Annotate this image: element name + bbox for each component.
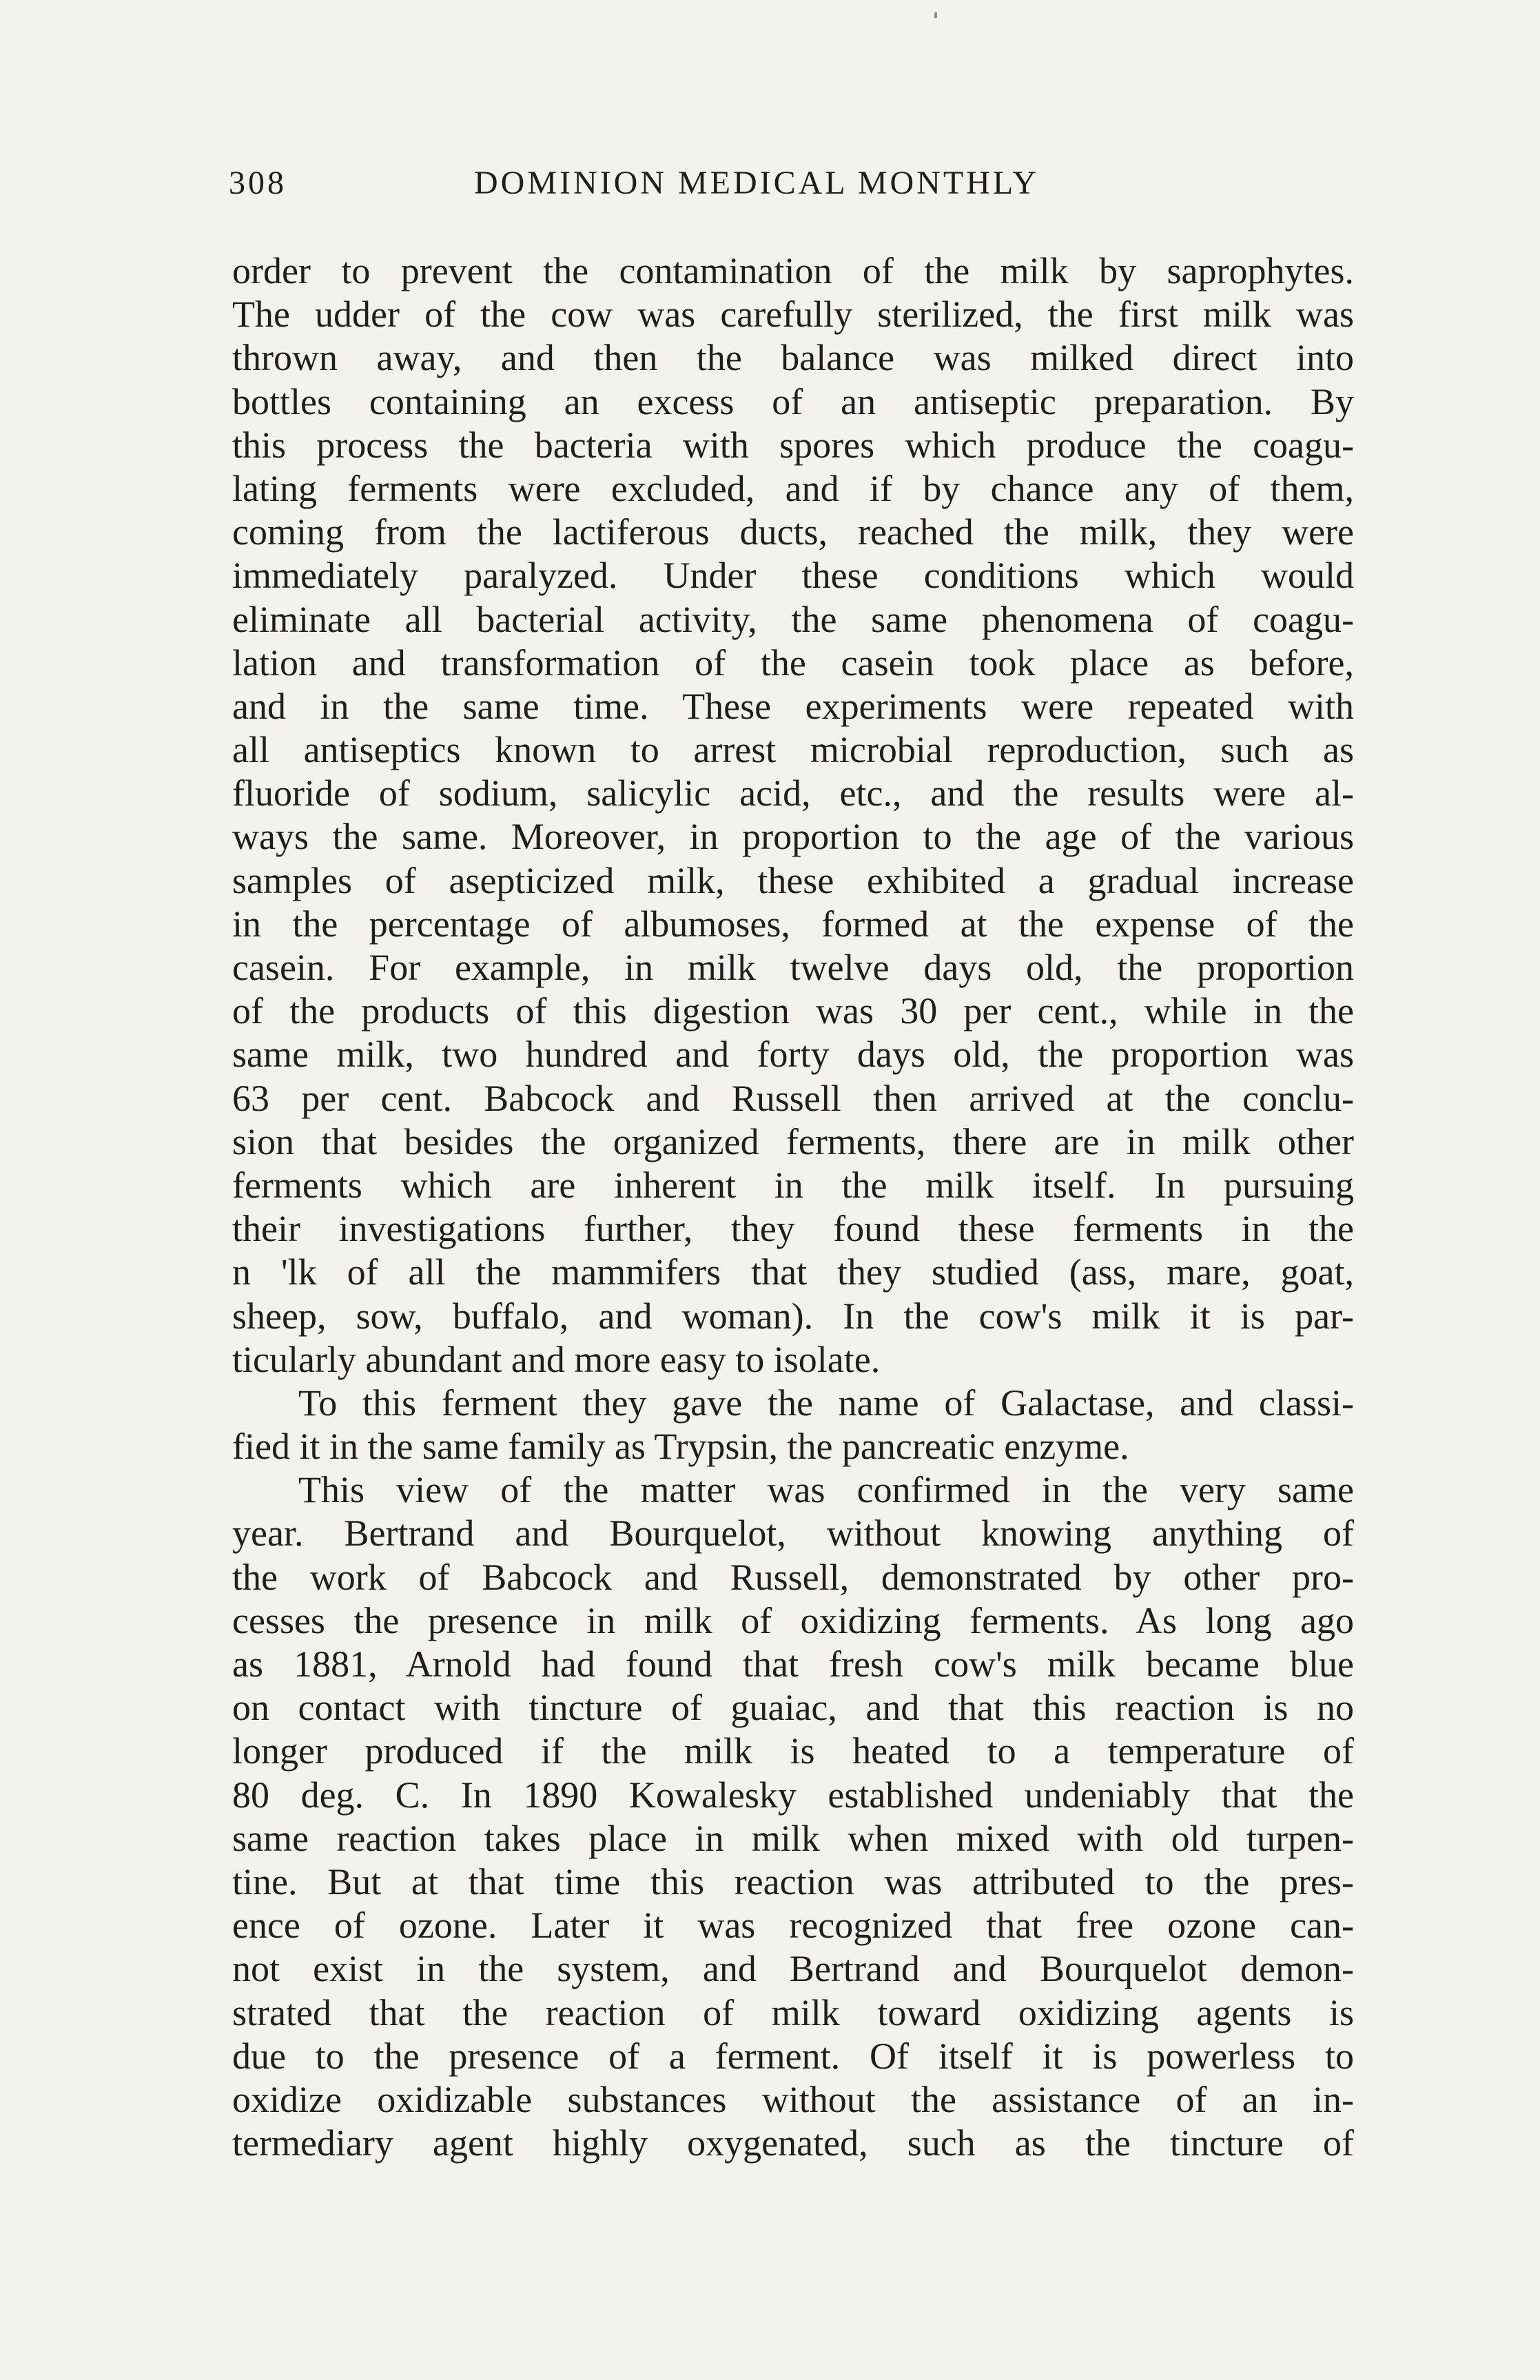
text-line: in the percentage of albumoses, formed at the expense of the [232,903,1354,945]
text-line: as 1881, Arnold had found that fresh cow's milk became blue [232,1643,1354,1685]
text-line: casein. For example, in milk twelve days old, the proportion [232,947,1354,988]
text-line: same milk, two hundred and forty days old, the proportion was [232,1034,1354,1076]
text-line: sheep, sow, buffalo, and woman). In the cow's milk it is par- [232,1295,1354,1337]
text-line: n 'lk of all the mammifers that they studied (ass, mare, goat, [232,1251,1354,1293]
text-line: this process the bacteria with spores which produce the coagu- [232,424,1354,466]
text-line: longer produced if the milk is heated to a temperature of [232,1730,1354,1772]
paragraph-start-line: This view of the matter was confirmed in the very same [298,1469,1354,1511]
text-line: ence of ozone. Later it was recognized that free ozone can- [232,1905,1354,1947]
body-text [232,249,1354,2165]
text-line: The udder of the cow was carefully sterilized, the first milk was [232,294,1354,336]
text-line: due to the presence of a ferment. Of itself it is powerless to [232,2035,1354,2077]
text-line: immediately paralyzed. Under these conditions which would [232,555,1354,597]
paragraph-start-line: To this ferment they gave the name of Galactase, and classi- [298,1382,1354,1424]
text-line: ways the same. Moreover, in proportion to the age of the various [232,816,1354,858]
text-line: 63 per cent. Babcock and Russell then arrived at the conclu- [232,1077,1354,1119]
text-line: samples of asepticized milk, these exhibited a gradual increase [232,859,1354,901]
page-number: 308 [229,165,287,201]
text-line: on contact with tincture of guaiac, and that this reaction is no [232,1687,1354,1729]
text-line: eliminate all bacterial activity, the same phenomena of coagu- [232,598,1354,640]
text-line: all antiseptics known to arrest microbial reproduction, such as [232,729,1354,771]
text-line: year. Bertrand and Bourquelot, without knowing anything of [232,1512,1354,1555]
text-line: tine. But at that time this reaction was attributed to the pres- [232,1860,1354,1902]
text-line: lating ferments were excluded, and if by chance any of them, [232,467,1354,509]
text-line: ferments which are inherent in the milk itself. In pursuing [232,1164,1354,1206]
journal-title: DOMINION MEDICAL MONTHLY [474,165,1040,201]
text-line: bottles containing an excess of an antiseptic preparation. By [232,380,1354,422]
text-line: thrown away, and then the balance was milked direct into [232,337,1354,379]
text-line: of the products of this digestion was 30 per cent., while in the [232,990,1354,1032]
text-line: and in the same time. These experiments were repeated with [232,685,1354,727]
text-line: not exist in the system, and Bertrand and Bourquelot demon- [232,1948,1354,1990]
text-line: lation and transformation of the casein took place as before, [232,642,1354,684]
text-line: the work of Babcock and Russell, demonstrated by other pro- [232,1556,1354,1598]
text-line: same reaction takes place in milk when mixed with old turpen- [232,1817,1354,1859]
text-line: order to prevent the contamination of the milk by saprophytes. [232,250,1354,291]
text-line: 80 deg. C. In 1890 Kowalesky established undeniably that the [232,1774,1354,1816]
running-head [229,164,1366,219]
text-line: strated that the reaction of milk toward oxidizing agents is [232,1991,1354,2033]
text-line: sion that besides the organized ferments, there are in milk other [232,1120,1354,1162]
text-line: oxidize oxidizable substances without the assistance of an in- [232,2078,1354,2120]
text-line: their investigations further, they found these ferments in the [232,1208,1354,1250]
text-line: cesses the presence in milk of oxidizing ferments. As long ago [232,1599,1354,1641]
text-line: fluoride of sodium, salicylic acid, etc., and the results were al- [232,772,1354,814]
paragraph-end-line: fied it in the same family as Trypsin, the pancreatic enzyme. [232,1426,1129,1468]
scan-speck [934,12,937,18]
text-line: coming from the lactiferous ducts, reached the milk, they were [232,511,1354,553]
paragraph-end-line: ticularly abundant and more easy to isolate. [232,1338,881,1380]
text-line: termediary agent highly oxygenated, such as the tincture of [232,2122,1354,2164]
